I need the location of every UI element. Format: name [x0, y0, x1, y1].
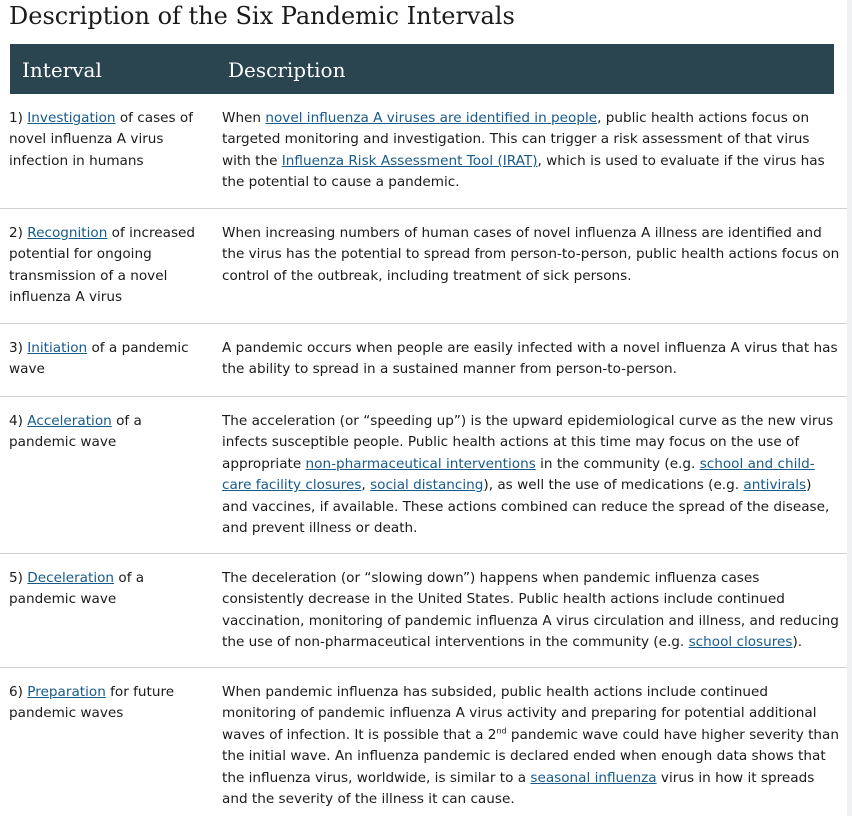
interval-text: for future pandemic waves [9, 684, 175, 722]
desc-text: in the community (e.g. [535, 455, 700, 472]
desc-text: The deceleration (or “slowing down”) happens when pandemic influenza cases consistently decrease in the United States. Public health actions include continued vaccination, monitoring of pandemic influenza A virus circulation and illness, and reducing the use of non-pharmaceutical interventions in the community (e.g. [222, 570, 839, 651]
interval-number: 2) [9, 225, 23, 241]
description-cell [222, 411, 840, 539]
recognition-link[interactable]: Recognition [27, 225, 108, 241]
desc-text: The acceleration (or “speeding up”) is the upward epidemiological curve as the new virus infects susceptible people. Public health actions at this time may focus on the use of appropriate [222, 413, 834, 472]
ordinal-superscript: nd [496, 726, 507, 736]
acceleration-link[interactable]: Acceleration [27, 413, 112, 429]
interval-number: 6) [9, 684, 23, 700]
interval-text: of a pandemic wave [9, 570, 145, 608]
header-description: Description [228, 58, 346, 82]
description-cell [222, 108, 840, 194]
desc-text: , which is used to evaluate if the virus has the potential to cause a pandemic. [222, 152, 825, 191]
table-row-recognition [0, 209, 847, 324]
npi-link[interactable]: non-pharmaceutical interventions [305, 455, 536, 472]
interval-cell [9, 682, 199, 725]
interval-cell [9, 223, 199, 309]
seasonal-influenza-link[interactable]: seasonal influenza [530, 769, 657, 786]
table-row-deceleration [0, 554, 847, 668]
interval-number: 5) [9, 570, 23, 586]
desc-text: When increasing numbers of human cases of novel influenza A illness are identified and the virus has the potential to spread from person-to-person, public health actions focus on control of the outbreak, including treatment of sick persons. [222, 225, 840, 284]
desc-text: When [222, 110, 266, 126]
desc-text: , [361, 477, 371, 494]
desc-text: pandemic wave could have higher severity than the initial wave. An influenza pandemic is declared ended when enough data shows that the influenza virus, worldwide, is similar to a [222, 726, 839, 786]
desc-text: , public health actions focus on targeted monitoring and investigation. This can trigger a risk assessment of that virus with the [222, 110, 810, 169]
description-cell [222, 568, 840, 654]
desc-text: ). [792, 634, 803, 651]
page-title: Description of the Six Pandemic Intervals [9, 2, 515, 30]
investigation-link[interactable]: Investigation [27, 110, 116, 126]
interval-number: 1) [9, 110, 23, 126]
scrollbar[interactable] [847, 0, 852, 816]
interval-cell [9, 411, 199, 454]
novel-influenza-identified-link[interactable]: novel influenza A viruses are identified in people [265, 110, 598, 126]
desc-text: ) and vaccines, if available. These actions combined can reduce the spread of the disease, and prevent illness or death. [222, 477, 830, 537]
table-row-investigation [0, 94, 847, 209]
table-row-initiation [0, 324, 847, 397]
school-childcare-closures-link[interactable]: school and child-care facility closures [222, 455, 815, 494]
interval-cell [9, 568, 199, 611]
table-header [10, 44, 834, 94]
description-cell [222, 682, 840, 810]
interval-text: of cases of novel influenza A virus infection in humans [9, 110, 194, 169]
interval-text: of a pandemic wave [9, 340, 189, 378]
interval-cell [9, 338, 199, 381]
interval-number: 4) [9, 413, 23, 429]
interval-number: 3) [9, 340, 23, 356]
description-cell [222, 338, 840, 381]
desc-text: When pandemic influenza has subsided, public health actions include continued monitoring of pandemic influenza A virus activity and preparing for potential additional waves of infection. It is possible that a 2 [222, 684, 817, 743]
header-interval: Interval [22, 58, 102, 82]
interval-text: of a pandemic wave [9, 413, 142, 451]
preparation-link[interactable]: Preparation [27, 684, 106, 700]
deceleration-link[interactable]: Deceleration [27, 570, 115, 586]
initiation-link[interactable]: Initiation [27, 340, 88, 356]
irat-link[interactable]: Influenza Risk Assessment Tool (IRAT) [281, 152, 538, 169]
desc-text: virus in how it spreads and the severity of the illness it can cause. [222, 769, 815, 808]
desc-text: A pandemic occurs when people are easily infected with a novel influenza A virus that has the ability to spread in a sustained manner from person-to-person. [222, 340, 838, 378]
table-row-preparation [0, 668, 847, 816]
social-distancing-link[interactable]: social distancing [370, 477, 484, 494]
interval-text: of increased potential for ongoing transmission of a novel influenza A virus [9, 225, 196, 306]
table-row-acceleration [0, 397, 847, 554]
school-closures-link[interactable]: school closures [688, 634, 793, 651]
description-cell [222, 223, 840, 287]
interval-cell [9, 108, 199, 172]
antivirals-link[interactable]: antivirals [743, 477, 807, 494]
desc-text: ), as well the use of medications (e.g. [483, 477, 744, 494]
